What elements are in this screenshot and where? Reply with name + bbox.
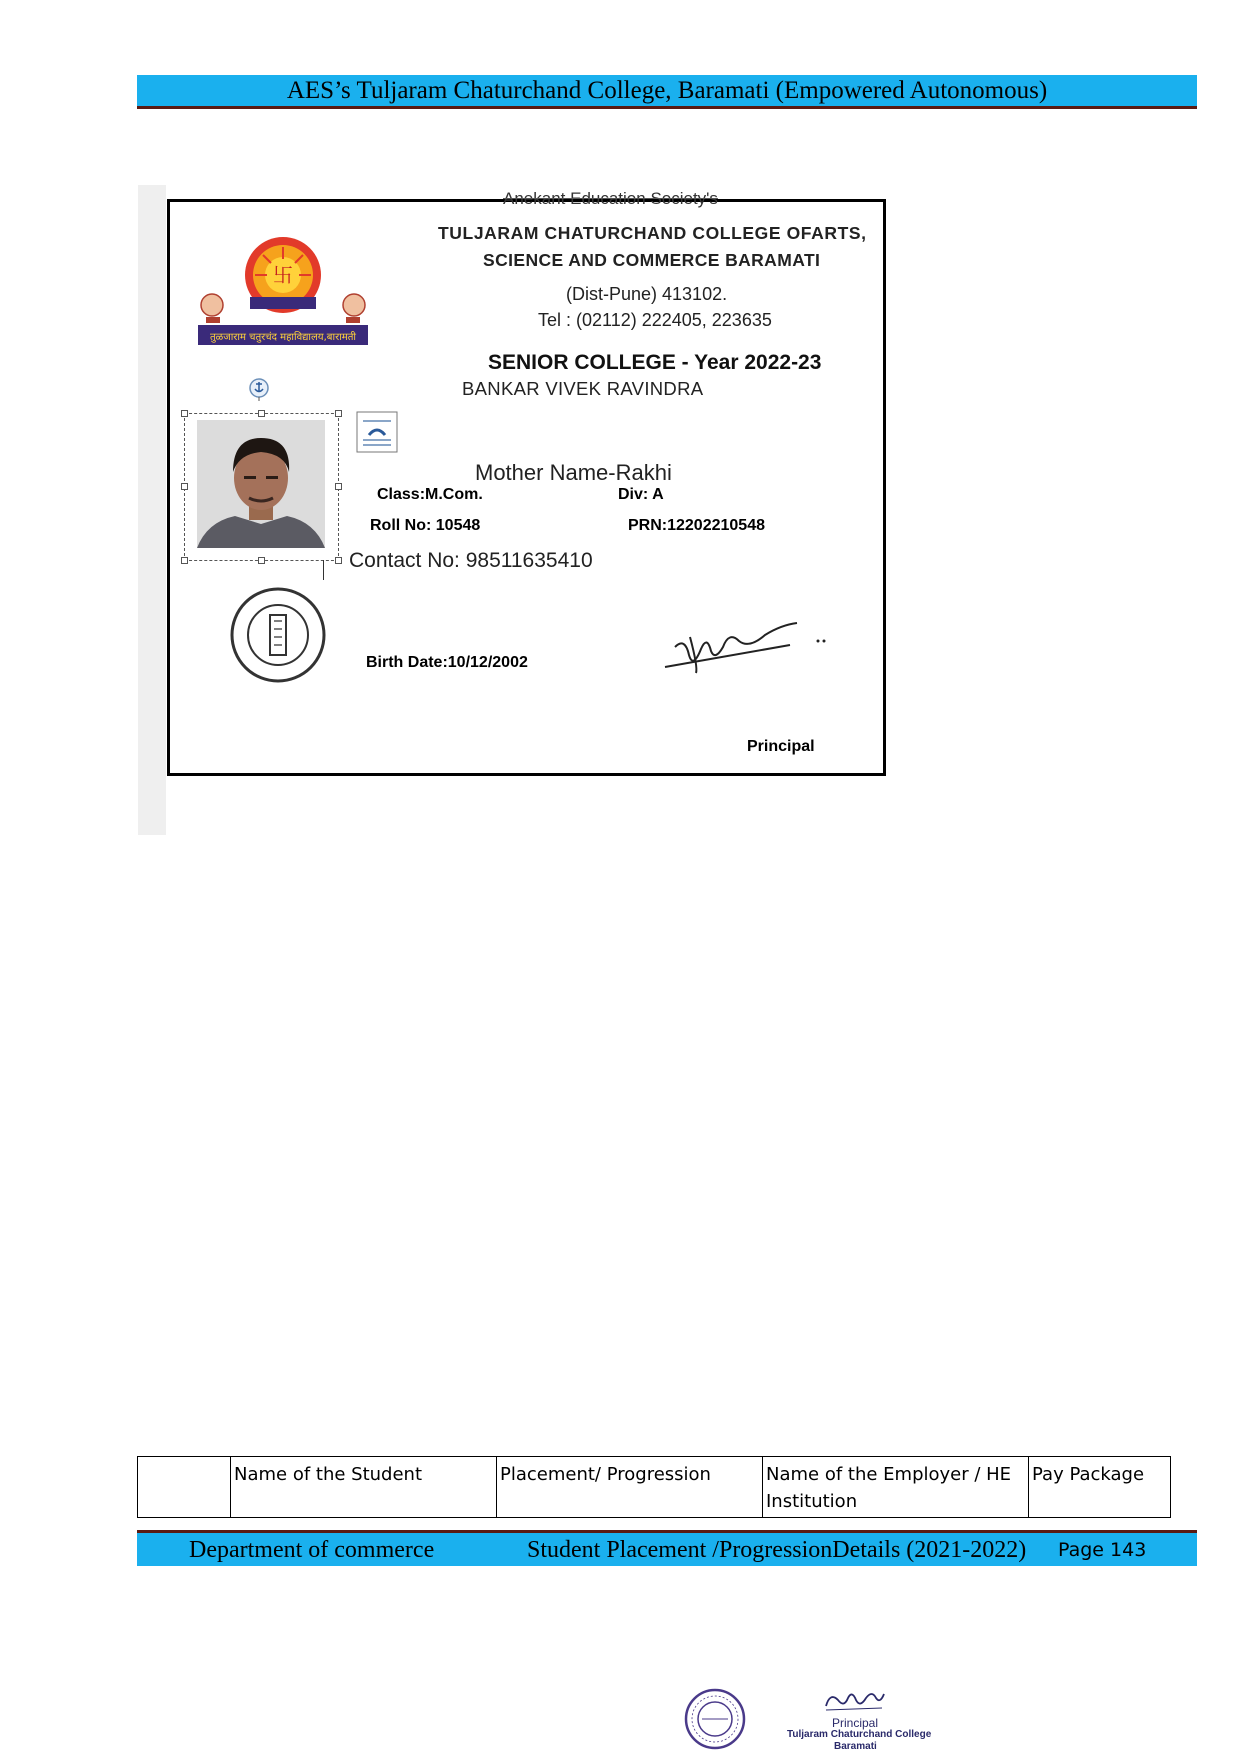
table-header-cell: Pay Package <box>1029 1457 1171 1518</box>
college-name-line1: TULJARAM CHATURCHAND COLLEGE OFARTS, <box>438 223 867 243</box>
resize-handle[interactable] <box>181 557 188 564</box>
resize-handle[interactable] <box>258 557 265 564</box>
seal-principal: Principal <box>832 1716 879 1730</box>
resize-handle[interactable] <box>335 410 342 417</box>
table-row <box>138 1457 1171 1518</box>
placement-table <box>137 1456 1171 1518</box>
page-header <box>137 75 1197 109</box>
seal-college: Tuljaram Chaturchand College <box>787 1729 932 1740</box>
college-stamp-icon <box>228 585 328 685</box>
resize-handle[interactable] <box>258 410 265 417</box>
class-label: Class:M.Com. <box>377 486 483 503</box>
roll-number: Roll No: 10548 <box>370 517 481 534</box>
footer-department: Department of commerce <box>189 1537 435 1563</box>
district: (Dist-Pune) 413102. <box>566 284 728 304</box>
college-logo-icon <box>198 235 368 350</box>
principal-signature <box>660 607 840 677</box>
text-cursor <box>323 560 324 580</box>
logo-caption: तुळजाराम चतुरचंद महाविद्यालय,बारामती <box>209 332 357 343</box>
society-name: Anekant Education Society's <box>503 189 718 208</box>
resize-handle[interactable] <box>181 483 188 490</box>
page-footer <box>137 1530 1197 1566</box>
telephone: Tel : (02112) 222405, 223635 <box>538 310 772 330</box>
footer-page-number: Page 143 <box>1058 1539 1147 1561</box>
anchor-icon[interactable] <box>248 377 270 401</box>
layout-options-icon[interactable] <box>356 411 398 453</box>
table-header-cell: Placement/ Progression <box>497 1457 763 1518</box>
id-card <box>167 189 886 776</box>
header-title: AES’s Tuljaram Chaturchand College, Baramati (Empowered Autonomous) <box>286 77 1048 104</box>
resize-handle[interactable] <box>335 483 342 490</box>
footer-details: Student Placement /ProgressionDetails (2021-2022) <box>527 1537 1027 1563</box>
table-header-cell <box>138 1457 231 1518</box>
student-photo[interactable] <box>197 420 325 548</box>
division-label: Div: A <box>618 486 664 503</box>
table-header-cell: Name of the Employer / HE Institution <box>763 1457 1029 1518</box>
college-seal-icon <box>684 1688 746 1750</box>
mother-name: Mother Name-Rakhi <box>475 460 672 485</box>
prn-number: PRN:12202210548 <box>628 517 765 534</box>
student-name: BANKAR VIVEK RAVINDRA <box>462 378 704 399</box>
principal-label: Principal <box>747 738 815 755</box>
principal-signature-bottom <box>822 1688 888 1714</box>
seal-place: Baramati <box>834 1741 877 1752</box>
table-header-cell: Name of the Student <box>231 1457 497 1518</box>
resize-handle[interactable] <box>335 557 342 564</box>
svg-text:卐: 卐 <box>273 263 293 287</box>
birth-date: Birth Date:10/12/2002 <box>366 654 528 671</box>
senior-college-year: SENIOR COLLEGE - Year 2022-23 <box>488 351 822 374</box>
contact-number: Contact No: 98511635410 <box>349 549 593 572</box>
college-name-line2: SCIENCE AND COMMERCE BARAMATI <box>483 250 821 270</box>
resize-handle[interactable] <box>181 410 188 417</box>
